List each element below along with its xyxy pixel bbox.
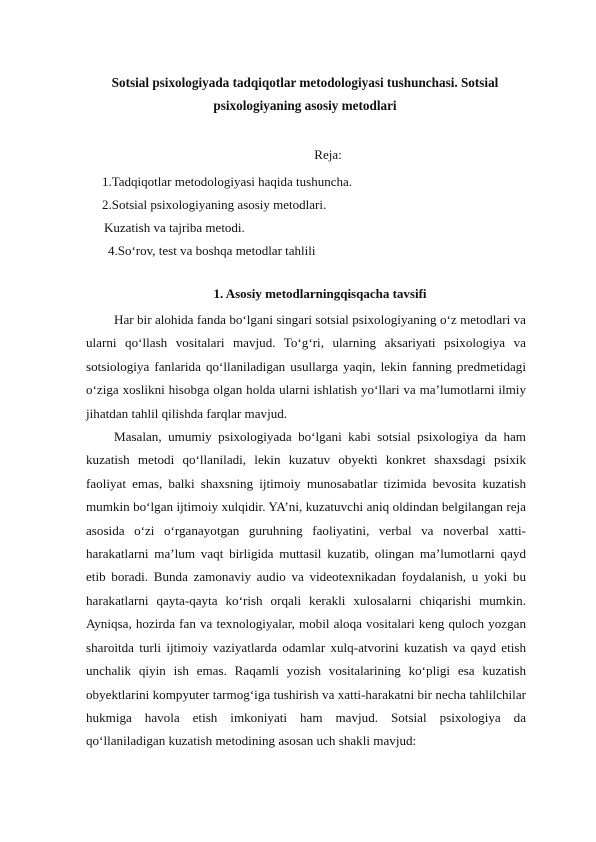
document-title: Sotsial psixologiyada tadqiqotlar metodologiyasi tushunchasi. Sotsial psixologiyaning asosiy metodlari: [111, 75, 499, 113]
paragraph: Har bir alohida fanda bo‘lgani singari sotsial psixologiyaning o‘z metodlari va ularni qo‘llash vositalari mavjud. To‘g‘ri, ularning aksariyati psixologiya va sotsiologiya fanlarida qo‘llaniladigan usullarga yaqin, lekin fanning predmetidagi o‘ziga xoslikni hisobga olgan holda ularni ishlatish yo‘llari va ma’lumotlarni ilmiy jihatdan tahlil qilishda farqlar mavjud.: [86, 312, 526, 421]
section-heading: 1. Asosiy metodlarningqisqacha tavsifi: [213, 286, 427, 301]
plan-item: 1.Tadqiqotlar metodologiyasi haqida tushuncha.: [102, 174, 353, 189]
plan-item: 4.So‘rov, test va boshqa metodlar tahlili: [108, 243, 316, 258]
body-text: [86, 308, 526, 753]
plan-item: Kuzatish va tajriba metodi.: [104, 220, 245, 235]
plan-list: [0, 170, 353, 262]
plan-heading: Reja:: [314, 147, 342, 162]
paragraph: Masalan, umumiy psixologiyada bo‘lgani kabi sotsial psixologiya da ham kuzatish metodi qo‘llaniladi, lekin kuzatuv obyekti konkret shaxsdagi psixik faoliyat emas, balki shaxsning ijtimoiy munosabatlar tizimida bevosita kuzatish mumkin bo‘lgan ijtimoiy xulqidir. YA’ni, kuzatuvchi aniq oldindan belgilangan reja asosida o‘zi o‘rganayotgan guruhning faoliyatini, verbal va noverbal xatti-harakatlarni ma’lum vaqt birligida muttasil kuzatib, olingan ma’lumotlarni qayd etib boradi. Bunda zamonaviy audio va videotexnikadan foydalanish, u yoki bu harakatlarni qayta-qayta ko‘rish orqali kerakli xulosalarni chiqarishi mumkin. Ayniqsa, hozirda fan va texnologiyalar, mobil aloqa vositalari keng quloch yozgan sharoitda turli ijtimoiy vaziyatlarda odamlar xulq-atvorini kuzatish va qayd etish unchalik qiyin ish emas. Raqamli yozish vositalarining ko‘pligi esa kuzatish obyektlarini kompyuter tarmog‘iga tushirish va xatti-harakatni bir necha tahlilchilar hukmiga havola etish imkoniyati ham mavjud. Sotsial psixologiya da qo‘llaniladigan kuzatish metodining asosan uch shakli mavjud:: [86, 429, 526, 749]
plan-item: 2.Sotsial psixologiyaning asosiy metodlari.: [102, 197, 327, 212]
